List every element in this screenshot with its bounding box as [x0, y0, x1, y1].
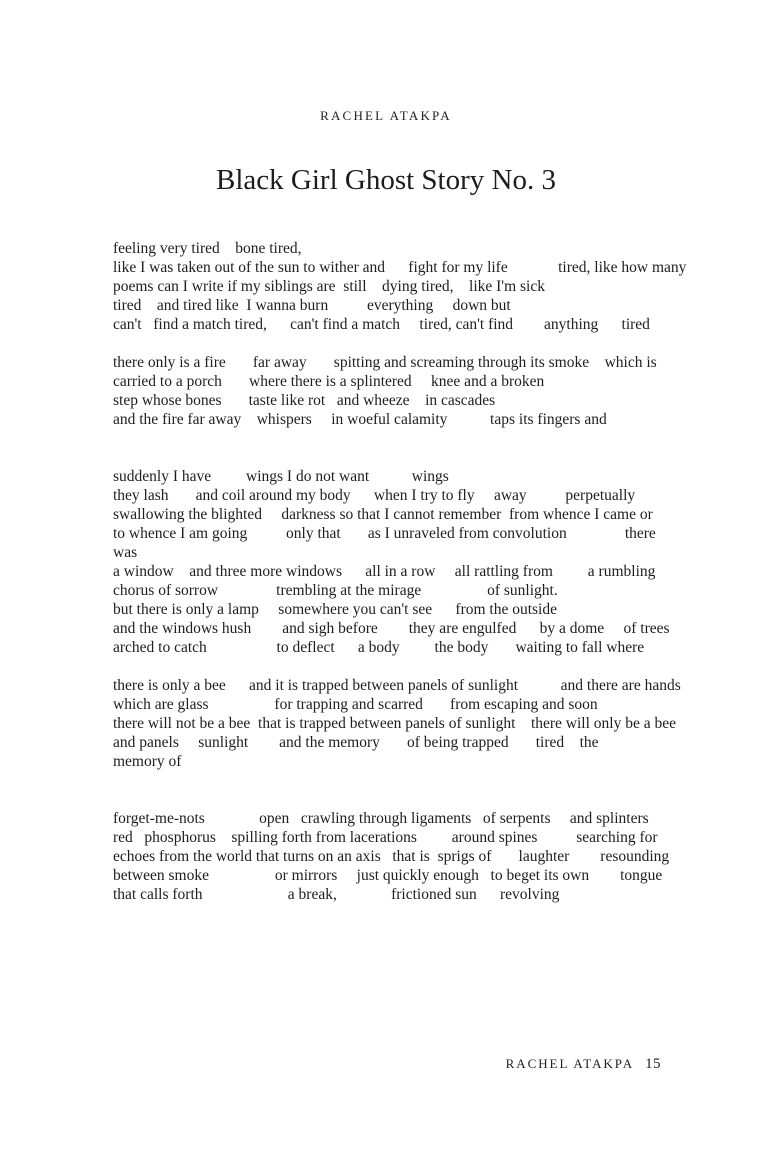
poem-line: tired and tired like I wanna burn everything down but: [113, 297, 511, 314]
poem-line: step whose bones taste like rot and wheeze in cascades: [113, 392, 496, 409]
author-header: RACHEL ATAKPA: [320, 108, 452, 123]
poem-line: carried to a porch where there is a splintered knee and a broken: [113, 373, 545, 390]
poem-line: red phosphorus spilling forth from lacerations around spines searching for: [113, 829, 658, 846]
poem-line: [113, 790, 686, 809]
poem-line: between smoke or mirrors just quickly enough to beget its own tongue: [113, 867, 663, 884]
poem-line: chorus of sorrow trembling at the mirage of sunlight.: [113, 582, 558, 599]
poem: [113, 239, 686, 904]
poem-line: can't find a match tired, can't find a match tired, can't find anything tired: [113, 316, 650, 333]
poem-line: which are glass for trapping and scarred from escaping and soon: [113, 696, 598, 713]
poem-line: poems can I write if my siblings are still dying tired, like I'm sick: [113, 278, 545, 295]
poem-line: there is only a bee and it is trapped between panels of sunlight and there are hands: [113, 677, 681, 694]
poem-line: there will not be a bee that is trapped between panels of sunlight there will only be a bee: [113, 715, 676, 732]
poem-line: to whence I am going only that as I unraveled from convolution there: [113, 525, 656, 542]
poem-line: suddenly I have wings I do not want wings: [113, 468, 449, 485]
poem-line: and the windows hush and sigh before they are engulfed by a dome of trees: [113, 620, 670, 637]
poem-line: feeling very tired bone tired,: [113, 240, 302, 257]
poem-line: they lash and coil around my body when I try to fly away perpetually: [113, 487, 636, 504]
page-number: 15: [645, 1056, 661, 1072]
poem-line: [113, 657, 686, 676]
poem-line: a window and three more windows all in a row all rattling from a rumbling: [113, 563, 656, 580]
poem-line: forget-me-nots open crawling through ligaments of serpents and splinters: [113, 810, 649, 827]
poem-line: that calls forth a break, frictioned sun revolving: [113, 886, 560, 903]
poem-title: Black Girl Ghost Story No. 3: [216, 164, 556, 196]
poem-line: there only is a fire far away spitting and screaming through its smoke which is: [113, 354, 657, 371]
page-footer: [506, 1056, 661, 1073]
poem-line: was: [113, 544, 138, 561]
poem-line: but there is only a lamp somewhere you can't see from the outside: [113, 601, 557, 618]
poem-line: [113, 334, 686, 353]
poem-line: swallowing the blighted darkness so that I cannot remember from whence I came or: [113, 506, 653, 523]
poem-line: [113, 771, 686, 790]
poem-line: [113, 448, 686, 467]
poem-line: arched to catch to deflect a body the body waiting to fall where: [113, 639, 645, 656]
footer-author: RACHEL ATAKPA: [505, 1056, 635, 1071]
poem-line: like I was taken out of the sun to wither and fight for my life tired, like how many: [113, 259, 687, 276]
poem-line: and the fire far away whispers in woeful calamity taps its fingers and: [113, 411, 607, 428]
poem-line: [113, 429, 686, 448]
poem-line: and panels sunlight and the memory of being trapped tired the: [113, 734, 599, 751]
poem-line: memory of: [113, 753, 182, 770]
poem-line: echoes from the world that turns on an axis that is sprigs of laughter resounding: [113, 848, 670, 865]
